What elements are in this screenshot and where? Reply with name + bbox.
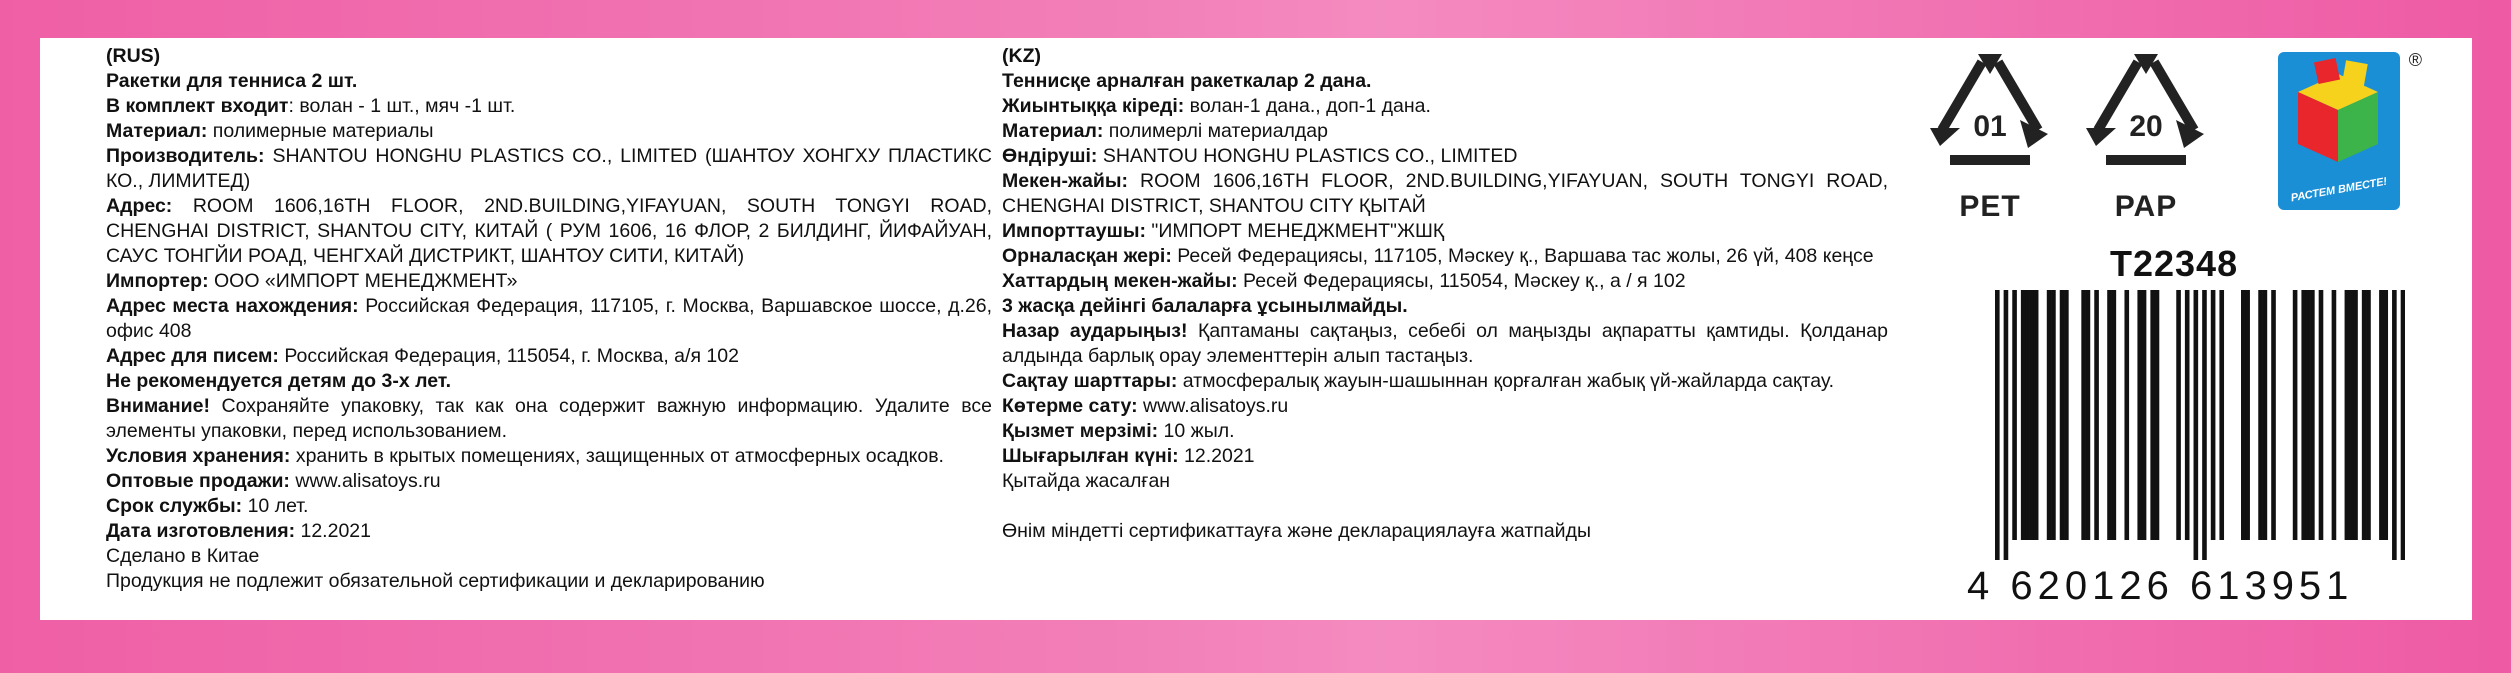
text-line-label: Материал: (1002, 120, 1104, 142)
barcode-bar (2211, 290, 2216, 540)
text-line (106, 394, 992, 444)
barcode-bar (2362, 290, 2367, 540)
text-line-value: полимерлі материалдар (1103, 120, 1328, 142)
text-line-value: 10 жыл. (1158, 420, 1235, 442)
barcode-digits: 4 620126 613951 (1967, 564, 2354, 608)
barcode-bar (2021, 290, 2026, 540)
text-line (1002, 494, 1888, 519)
text-line (106, 519, 992, 544)
text-line-label: Сақтау шарттары: (1002, 370, 1178, 392)
text-line-label: Көтерме сату: (1002, 395, 1138, 417)
text-line-label: Импортер: (106, 270, 209, 292)
barcode-bar (2107, 290, 2112, 540)
text-line-label: Жиынтыққа кіреді: (1002, 95, 1185, 117)
rus-text-column (106, 44, 992, 594)
text-line-label: Импорттаушы: (1002, 220, 1146, 242)
text-line-label: Мекен-жайы: (1002, 170, 1129, 192)
text-line-label: Қызмет мерзімі: (1002, 420, 1159, 442)
recycling-number: 20 (2129, 110, 2163, 143)
text-line (1002, 394, 1888, 419)
barcode-bar (2112, 290, 2117, 540)
recycling-symbol-pet (1920, 50, 2060, 223)
text-line (1002, 94, 1888, 119)
barcode-bar (2185, 290, 2190, 540)
text-line-label: Адрес для писем: (106, 345, 279, 367)
text-line-value: хранить в крытых помещениях, защищенных от атмосферных осадков. (290, 445, 944, 467)
barcode-bar (2293, 290, 2298, 540)
text-line-label: В комплект входит (106, 95, 289, 117)
text-line-label: (KZ) (1002, 45, 1041, 67)
text-line-label: Не рекомендуется детям до 3-х лет. (106, 370, 452, 392)
text-line-value: Сделано в Китае (106, 545, 260, 567)
barcode-bar (2124, 290, 2129, 540)
text-line (1002, 44, 1888, 69)
kz-text-column (1002, 44, 1888, 544)
text-line (106, 119, 992, 144)
text-line (1002, 244, 1888, 269)
barcode-bar (2319, 290, 2324, 540)
text-line-value: 12.2021 (295, 520, 371, 542)
label-panel (40, 38, 2472, 620)
barcode-bar (2353, 290, 2358, 540)
barcode-bar (2383, 290, 2388, 540)
barcode-bar (2241, 290, 2246, 540)
text-line (1002, 119, 1888, 144)
barcode-bar (2263, 290, 2268, 540)
text-line (106, 544, 992, 569)
recycling-symbol-pap (2076, 50, 2216, 223)
barcode-bar (2202, 290, 2207, 560)
text-line (106, 69, 992, 94)
barcode-bar (2155, 290, 2160, 540)
text-line-value: атмосфералық жауын-шашыннан қорғалған жабық үй-жайларда сақтау. (1177, 370, 1835, 392)
text-line-label: Адрес места нахождения: (106, 295, 359, 317)
text-line-label: Адрес: (106, 195, 173, 217)
barcode-bar (2086, 290, 2091, 540)
text-line-label: Шығарылған күні: (1002, 445, 1179, 467)
barcode-bar (2345, 290, 2350, 540)
logo-slogan: РАСТЕМ ВМЕСТЕ! (2289, 175, 2389, 205)
text-line-label: Теннисқе арналған ракеткалар 2 дана. (1002, 70, 1372, 92)
barcode-bar (1995, 290, 2000, 560)
text-line-label: Материал: (106, 120, 208, 142)
text-line-label: Условия хранения: (106, 445, 291, 467)
ean-barcode (1995, 290, 2405, 600)
recycling-code: PAP (2114, 190, 2178, 223)
text-line-value: волан-1 дана., доп-1 дана. (1184, 95, 1431, 117)
text-line-value: SHANTOU HONGHU PLASTICS CO., LIMITED (1097, 145, 1518, 167)
text-line-label: Производитель: (106, 145, 265, 167)
text-line (1002, 219, 1888, 244)
barcode-bar (2004, 290, 2009, 560)
text-line-value: SHANTOU HONGHU PLASTICS CO., LIMITED (ШАНТОУ ХОНГХУ ПЛАСТИКС КО., ЛИМИТЕД) (106, 145, 992, 192)
text-line-label: Хаттардың мекен-жайы: (1002, 270, 1238, 292)
barcode-bar (2025, 290, 2030, 540)
barcode-bar (2392, 290, 2397, 560)
text-line-label: Срок службы: (106, 495, 243, 517)
barcode-bar (2310, 290, 2315, 540)
text-line-value: Қытайда жасалған (1002, 470, 1171, 492)
barcode-bar (2012, 290, 2017, 540)
text-line (106, 469, 992, 494)
text-line-value: Продукция не подлежит обязательной сертификации и декларированию (106, 570, 765, 592)
text-line (106, 569, 992, 594)
text-line-value: полимерные материалы (207, 120, 434, 142)
text-line-label: Дата изготовления: (106, 520, 296, 542)
registered-mark: ® (2408, 50, 2422, 70)
text-line-label: 3 жасқа дейінгі балаларға ұсынылмайды. (1002, 295, 1408, 317)
text-line-label: Назар аударыңыз! (1002, 320, 1188, 342)
text-line-label: Оптовые продажи: (106, 470, 290, 492)
text-line-value: 10 лет. (242, 495, 309, 517)
text-line (106, 269, 992, 294)
text-line-value: 12.2021 (1178, 445, 1255, 467)
text-line-value: Российская Федерация, 115054, г. Москва, а/я 102 (278, 345, 739, 367)
text-line-label: Внимание! (106, 395, 210, 417)
barcode-bar (2150, 290, 2155, 540)
barcode-bar (2379, 290, 2384, 540)
text-line-value: www.alisatoys.ru (289, 470, 441, 492)
text-line (1002, 469, 1888, 494)
text-line (1002, 419, 1888, 444)
text-line (1002, 444, 1888, 469)
barcode-bar (2245, 290, 2250, 540)
barcode-bar (2258, 290, 2263, 540)
barcode-bar (2349, 290, 2354, 540)
text-line-label: Орналасқан жері: (1002, 245, 1172, 267)
barcode-bar (2047, 290, 2052, 540)
barcode-bar (2332, 290, 2337, 540)
recycling-number: 01 (1973, 110, 2007, 143)
barcode-bar (2142, 290, 2147, 540)
barcode-bar (2051, 290, 2056, 540)
brand-logo (2278, 50, 2422, 210)
barcode-bar (2306, 290, 2311, 540)
text-line (1002, 319, 1888, 369)
text-line-value: www.alisatoys.ru (1137, 395, 1289, 417)
barcode-bar (2194, 290, 2199, 560)
barcode-bar (2219, 290, 2224, 540)
text-line-value: ROOM 1606,16TH FLOOR, 2ND.BUILDING,YIFAYUAN, SOUTH TONGYI ROAD, CHENGHAI DISTRICT, SHANTOU CITY, КИТАЙ ( РУМ 1606, 16 ФЛОР, 2 БИЛДИНГ, ЙИФАЙУАН, САУС ТОНГЙИ РОАД, ЧЕНГХАЙ ДИСТРИКТ, ШАНТОУ СИТИ, КИТАЙ) (106, 195, 992, 267)
article-number: T22348 (2110, 243, 2239, 284)
text-line-value: ROOM 1606,16TH FLOOR, 2ND.BUILDING,YIFAYUAN, SOUTH TONGYI ROAD, CHENGHAI DISTRICT, SHANTOU CITY ҚЫТАЙ (1002, 170, 1888, 217)
barcode-bar (2060, 290, 2065, 540)
text-line-value: : волан - 1 шт., мяч -1 шт. (288, 95, 516, 117)
text-line (106, 494, 992, 519)
text-line (1002, 269, 1888, 294)
text-line (106, 44, 992, 69)
text-line (106, 369, 992, 394)
text-line-label: (RUS) (106, 45, 161, 67)
text-line (1002, 369, 1888, 394)
barcode-bar (2366, 290, 2371, 540)
barcode-bar (2401, 290, 2405, 560)
barcode-bar (2176, 290, 2181, 540)
text-line (1002, 519, 1888, 544)
text-line-value: Сохраняйте упаковку, так как она содержит важную информацию. Удалите все элементы упаковки, перед использованием. (106, 395, 992, 442)
text-line-value: Қаптаманы сақтаңыз, себебі ол маңызды ақпаратты қамтиды. Қолданар алдында барлық орау элементтерін алып тастаңыз. (1002, 320, 1888, 367)
text-line (106, 94, 992, 119)
barcode-bar (2271, 290, 2276, 540)
text-line-label: Өндіруші: (1002, 145, 1098, 167)
text-line (106, 144, 992, 194)
text-line (106, 344, 992, 369)
text-line (1002, 169, 1888, 219)
text-line-value: ООО «ИМПОРТ МЕНЕДЖМЕНТ» (208, 270, 518, 292)
barcode-bar (2064, 290, 2069, 540)
text-line (1002, 69, 1888, 94)
text-line-value: Ресей Федерациясы, 117105, Мәскеу қ., Варшава тас жолы, 26 үй, 408 кеңсе (1171, 245, 1874, 267)
recycling-code: PET (1959, 190, 2021, 223)
text-line-value: Өнім міндетті сертификаттауға және декларациялауға жатпайды (1002, 520, 1591, 542)
barcode-bar (2081, 290, 2086, 540)
barcode-bar (2030, 290, 2035, 540)
barcode-bar (2301, 290, 2306, 540)
barcode-bar (2094, 290, 2099, 540)
text-line (106, 194, 992, 269)
text-line (106, 444, 992, 469)
barcode-bars (1995, 290, 2405, 560)
text-line-value: Ресей Федерациясы, 115054, Мәскеу қ., а / я 102 (1237, 270, 1686, 292)
barcode-bar (2137, 290, 2142, 540)
text-line (106, 294, 992, 344)
text-line-value: "ИМПОРТ МЕНЕДЖМЕНТ"ЖШҚ (1145, 220, 1445, 242)
barcode-bar (2034, 290, 2039, 540)
text-line-label: Ракетки для тенниса 2 шт. (106, 70, 358, 92)
text-line-value: Российская Федерация, 117105, г. Москва, Варшавское шоссе, д.26, офис 408 (106, 295, 993, 342)
text-line (1002, 144, 1888, 169)
text-line (1002, 294, 1888, 319)
